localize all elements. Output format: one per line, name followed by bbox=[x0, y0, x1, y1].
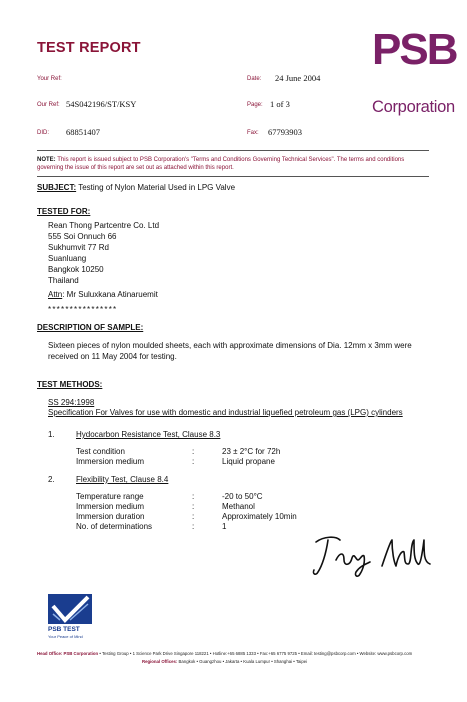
date-label: Date: bbox=[247, 76, 262, 82]
signature-image bbox=[306, 530, 436, 580]
footer-head-label: Head Office: PSB Corporation bbox=[37, 651, 99, 656]
param-label: Immersion medium bbox=[76, 502, 145, 511]
footer-regional-text: Bangkok • Guangzhou • Jakarta • Kuala Lumpur • Shanghai • Taipei bbox=[178, 659, 308, 664]
test-name: Hydocarbon Resistance Test, Clause 8.3 bbox=[76, 430, 221, 439]
test-name: Flexibility Test, Clause 8.4 bbox=[76, 475, 169, 484]
param-value: Liquid propane bbox=[222, 457, 275, 466]
param-value: 23 ± 2°C for 72h bbox=[222, 447, 281, 456]
address-line: Sukhumvit 77 Rd bbox=[48, 243, 109, 252]
subject-text: Testing of Nylon Material Used in LPG Valve bbox=[78, 183, 236, 192]
page-value: 1 of 3 bbox=[270, 99, 290, 109]
param-label: Temperature range bbox=[76, 492, 144, 501]
psb-test-name: PSB TEST bbox=[48, 626, 80, 633]
date-value: 24 June 2004 bbox=[275, 73, 321, 83]
attn-text: : Mr Suluxkana Atinaruemit bbox=[62, 290, 158, 299]
param-label: Immersion medium bbox=[76, 457, 145, 466]
standard-number: SS 294:1998 bbox=[48, 398, 95, 407]
client-address bbox=[48, 220, 159, 286]
footer-regional-label: Regional Offices: bbox=[142, 659, 178, 664]
fax-value: 67793903 bbox=[268, 127, 302, 137]
psb-test-tagline: Your Peace of Mind bbox=[48, 634, 83, 639]
divider-bottom bbox=[37, 176, 429, 177]
footer-regional bbox=[142, 659, 307, 664]
sample-description: Sixteen pieces of nylon moulded sheets, each with approximate dimensions of Dia. 12mm x 3mm were received on 11 May 2004 for testing. bbox=[48, 341, 412, 361]
your-ref-label: Your Ref: bbox=[37, 76, 62, 82]
attention-line bbox=[48, 290, 158, 299]
param-value: 1 bbox=[222, 522, 227, 531]
note-text: This report is issued subject to PSB Corporation's "Terms and Conditions Governing Technical Services". The terms and conditions governing the issue of this report are set out as attached within this report. bbox=[37, 157, 405, 171]
param-sep: : bbox=[192, 457, 195, 466]
address-line: Thailand bbox=[48, 276, 79, 285]
param-value: -20 to 50°C bbox=[222, 492, 263, 501]
tested-for-heading: TESTED FOR: bbox=[37, 207, 91, 216]
attn-label: Attn bbox=[48, 290, 63, 299]
param-label: Immersion duration bbox=[76, 512, 145, 521]
did-label: DID: bbox=[37, 130, 49, 136]
param-label: No. of determinations bbox=[76, 522, 153, 531]
footer-head-text: • Testing Group • 1 Science Park Drive Singapore 118221 • Hotline:+65 6885 1333 • Fax:+65 6775 9725 • Email: testing@psbcorp.com • Website: www.psbcorp.com bbox=[99, 651, 413, 656]
separator-stars: * * * * * * * * * * * * * * * * bbox=[48, 305, 116, 314]
subject-line bbox=[37, 183, 235, 192]
param-label: Test condition bbox=[76, 447, 125, 456]
page-label: Page: bbox=[247, 102, 263, 108]
param-sep: : bbox=[192, 522, 195, 531]
param-sep: : bbox=[192, 492, 195, 501]
terms-note bbox=[37, 156, 432, 172]
psb-logo: PSB bbox=[372, 25, 457, 74]
test-number: 1. bbox=[48, 430, 55, 439]
param-sep: : bbox=[192, 512, 195, 521]
test-number: 2. bbox=[48, 475, 55, 484]
note-prefix: NOTE: bbox=[37, 157, 56, 163]
psb-logo-subtitle: Corporation bbox=[372, 98, 455, 116]
param-value: Approximately 10min bbox=[222, 512, 297, 521]
fax-label: Fax: bbox=[247, 130, 259, 136]
our-ref-value: 54S042196/ST/KSY bbox=[66, 99, 137, 109]
param-sep: : bbox=[192, 502, 195, 511]
sample-heading: DESCRIPTION OF SAMPLE: bbox=[37, 323, 144, 332]
standard-spec: Specification For Valves for use with domestic and industrial liquefied petroleum gas (LPG) cylinders bbox=[48, 408, 403, 417]
report-title: TEST REPORT bbox=[37, 40, 141, 56]
footer-head-office bbox=[37, 651, 412, 656]
divider-top bbox=[37, 150, 429, 151]
address-line: Rean Thong Partcentre Co. Ltd bbox=[48, 221, 160, 230]
address-line: Suanluang bbox=[48, 254, 87, 263]
test-methods-heading: TEST METHODS: bbox=[37, 380, 103, 389]
psb-test-logo-icon bbox=[48, 594, 92, 624]
did-value: 68851407 bbox=[66, 127, 100, 137]
param-sep: : bbox=[192, 447, 195, 456]
subject-label: SUBJECT: bbox=[37, 183, 77, 192]
address-line: 555 Soi Onnuch 66 bbox=[48, 232, 117, 241]
our-ref-label: Our Ref: bbox=[37, 102, 60, 108]
address-line: Bangkok 10250 bbox=[48, 265, 104, 274]
param-value: Methanol bbox=[222, 502, 255, 511]
